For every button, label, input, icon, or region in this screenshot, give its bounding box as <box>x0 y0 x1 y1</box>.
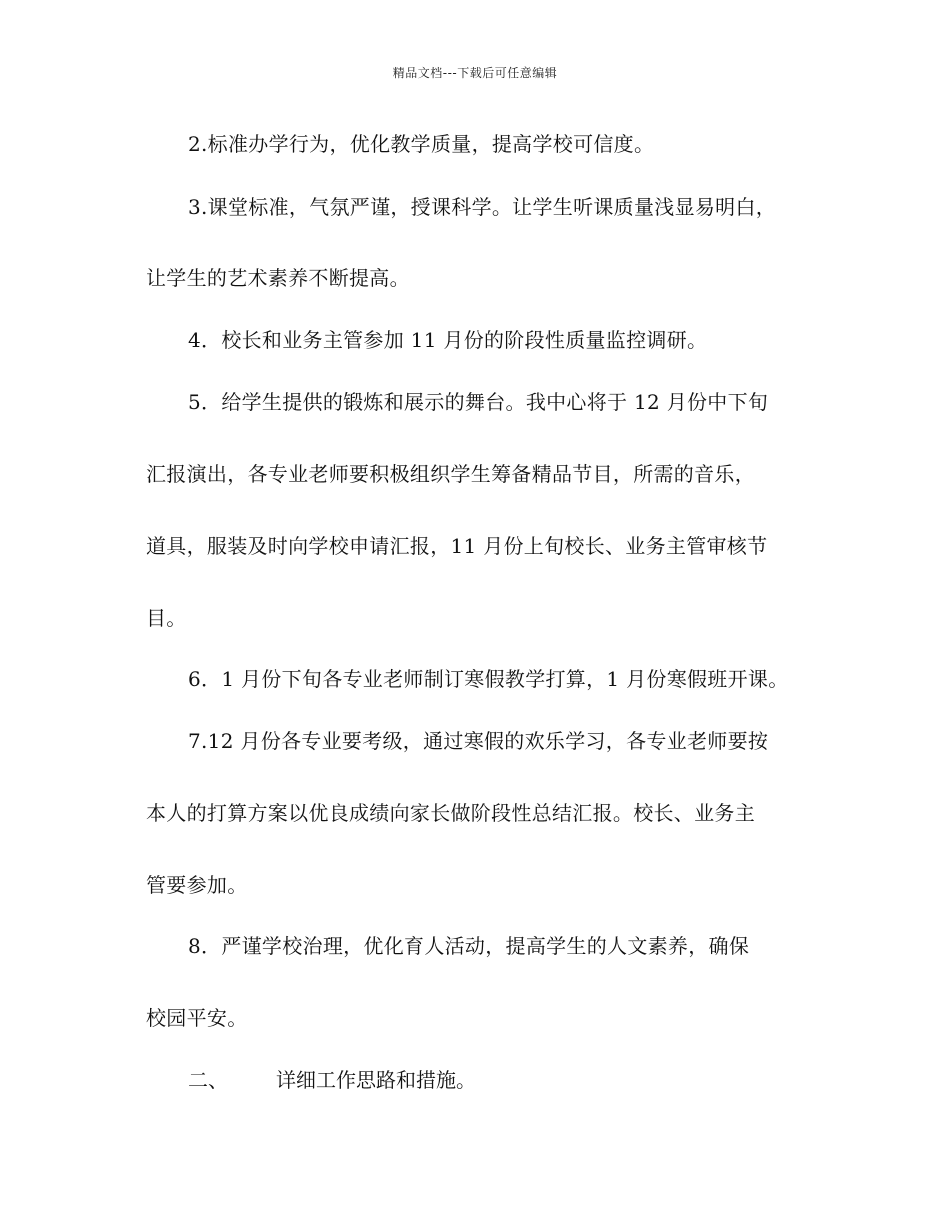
item-7-cont-1: 本人的打算方案以优良成绩向家长做阶段性总结汇报。校长、业务主 <box>146 801 755 825</box>
item-7: 7.12 月份各专业要考级，通过寒假的欢乐学习，各专业老师要按 <box>188 729 769 753</box>
page-header: 精品文档---下载后可任意编辑 <box>392 66 558 80</box>
section-title: 详细工作思路和措施。 <box>276 1068 476 1092</box>
item-3: 3.课堂标准，气氛严谨，授课科学。让学生听课质量浅显易明白， <box>188 195 777 219</box>
item-8-cont: 校园平安。 <box>146 1006 248 1030</box>
item-7-cont-2: 管要参加。 <box>146 873 248 897</box>
item-3-cont: 让学生的艺术素养不断提高。 <box>146 266 410 290</box>
item-5-cont-1: 汇报演出，各专业老师要积极组织学生筹备精品节目，所需的音乐， <box>146 462 755 486</box>
item-8: 8．严谨学校治理，优化育人活动，提高学生的人文素养，确保 <box>188 934 750 958</box>
item-5-cont-2: 道具，服装及时向学校申请汇报，11 月份上旬校长、业务主管审核节 <box>146 534 768 558</box>
item-2: 2.标准办学行为，优化教学质量，提高学校可信度。 <box>188 132 655 156</box>
item-5: 5．给学生提供的锻炼和展示的舞台。我中心将于 12 月份中下旬 <box>188 390 769 414</box>
section-number: 二、 <box>188 1068 228 1092</box>
item-5-cont-3: 目。 <box>146 606 187 630</box>
item-6: 6．1 月份下旬各专业老师制订寒假教学打算，1 月份寒假班开课。 <box>188 667 789 691</box>
item-4: 4．校长和业务主管参加 11 月份的阶段性质量监控调研。 <box>188 328 708 352</box>
